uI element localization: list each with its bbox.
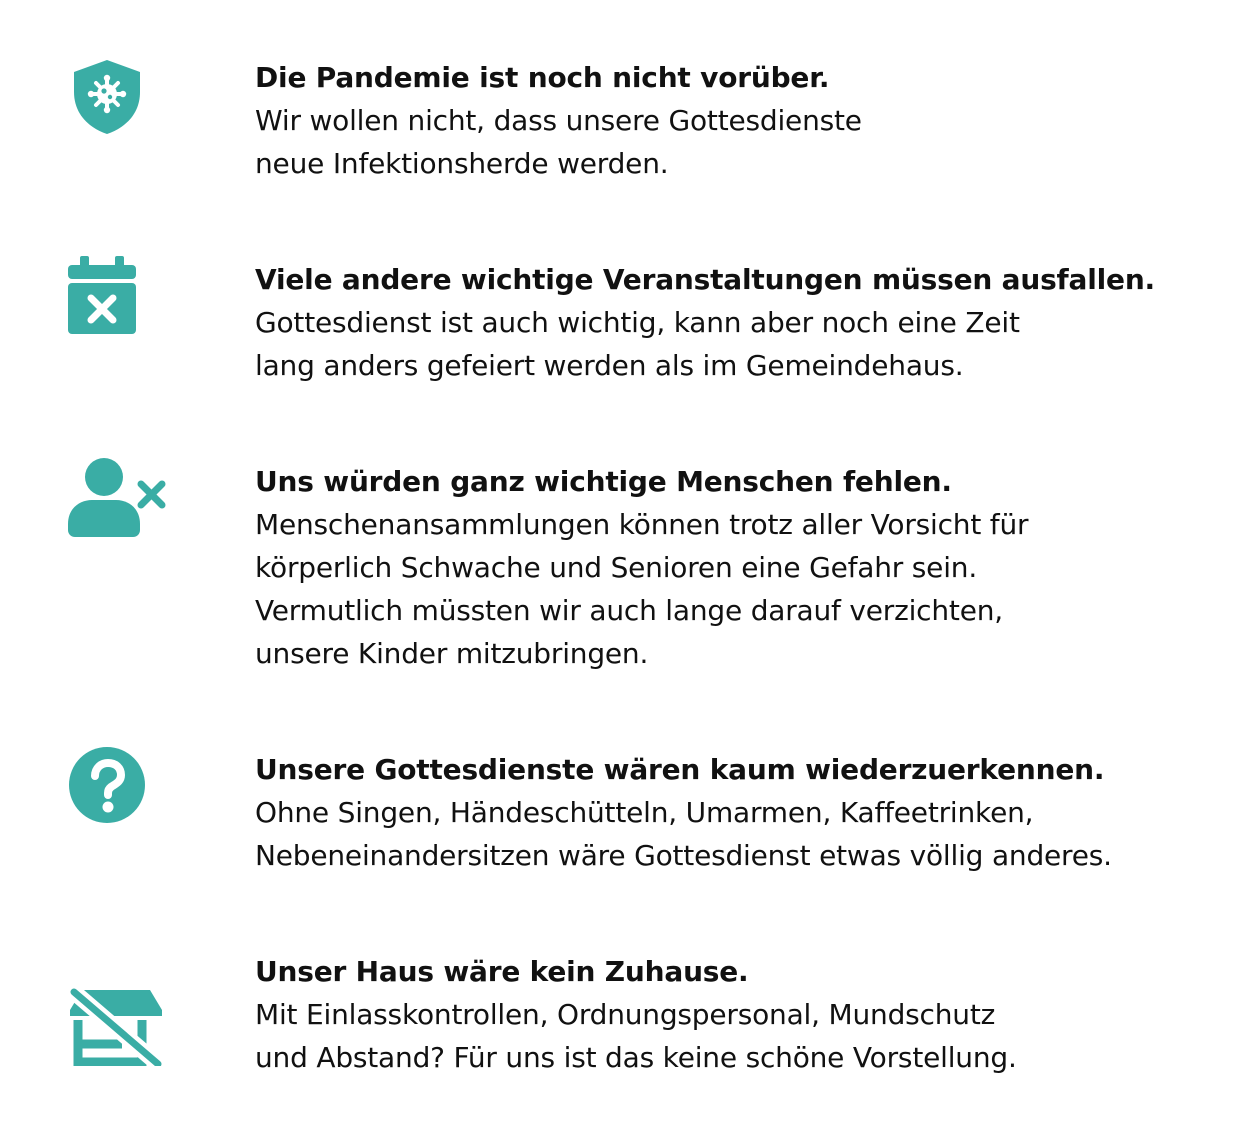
question-circle-icon bbox=[68, 746, 146, 824]
item-text-line: neue Infektionsherde werden. bbox=[255, 147, 669, 180]
item-text-line: unsere Kinder mitzubringen. bbox=[255, 637, 649, 670]
user-remove-icon bbox=[66, 458, 170, 538]
item-text-line: und Abstand? Für uns ist das keine schöne Vorstellung. bbox=[255, 1041, 1017, 1074]
item-text-line: körperlich Schwache und Senioren eine Gefahr sein. bbox=[255, 551, 978, 584]
item-text-line: Vermutlich müssten wir auch lange darauf verzichten, bbox=[255, 594, 1003, 627]
item-text-line: Mit Einlasskontrollen, Ordnungspersonal, Mundschutz bbox=[255, 998, 996, 1031]
calendar-cancel-icon bbox=[66, 256, 138, 336]
item-title: Unser Haus wäre kein Zuhause. bbox=[255, 955, 749, 988]
virus-shield-icon bbox=[70, 58, 144, 136]
store-off-icon bbox=[68, 988, 164, 1066]
item-title: Die Pandemie ist noch nicht vorüber. bbox=[255, 61, 830, 94]
item-text-line: Ohne Singen, Händeschütteln, Umarmen, Kaffeetrinken, bbox=[255, 796, 1034, 829]
item-text-line: lang anders gefeiert werden als im Gemeindehaus. bbox=[255, 349, 964, 382]
item-text-line: Nebeneinandersitzen wäre Gottesdienst etwas völlig anderes. bbox=[255, 839, 1112, 872]
item-text-line: Gottesdienst ist auch wichtig, kann aber noch eine Zeit bbox=[255, 306, 1020, 339]
item-title: Viele andere wichtige Veranstaltungen müssen ausfallen. bbox=[255, 263, 1155, 296]
item-title: Unsere Gottesdienste wären kaum wiederzuerkennen. bbox=[255, 753, 1105, 786]
item-text-line: Wir wollen nicht, dass unsere Gottesdienste bbox=[255, 104, 862, 137]
item-text-line: Menschenansammlungen können trotz aller Vorsicht für bbox=[255, 508, 1029, 541]
item-title: Uns würden ganz wichtige Menschen fehlen. bbox=[255, 465, 952, 498]
